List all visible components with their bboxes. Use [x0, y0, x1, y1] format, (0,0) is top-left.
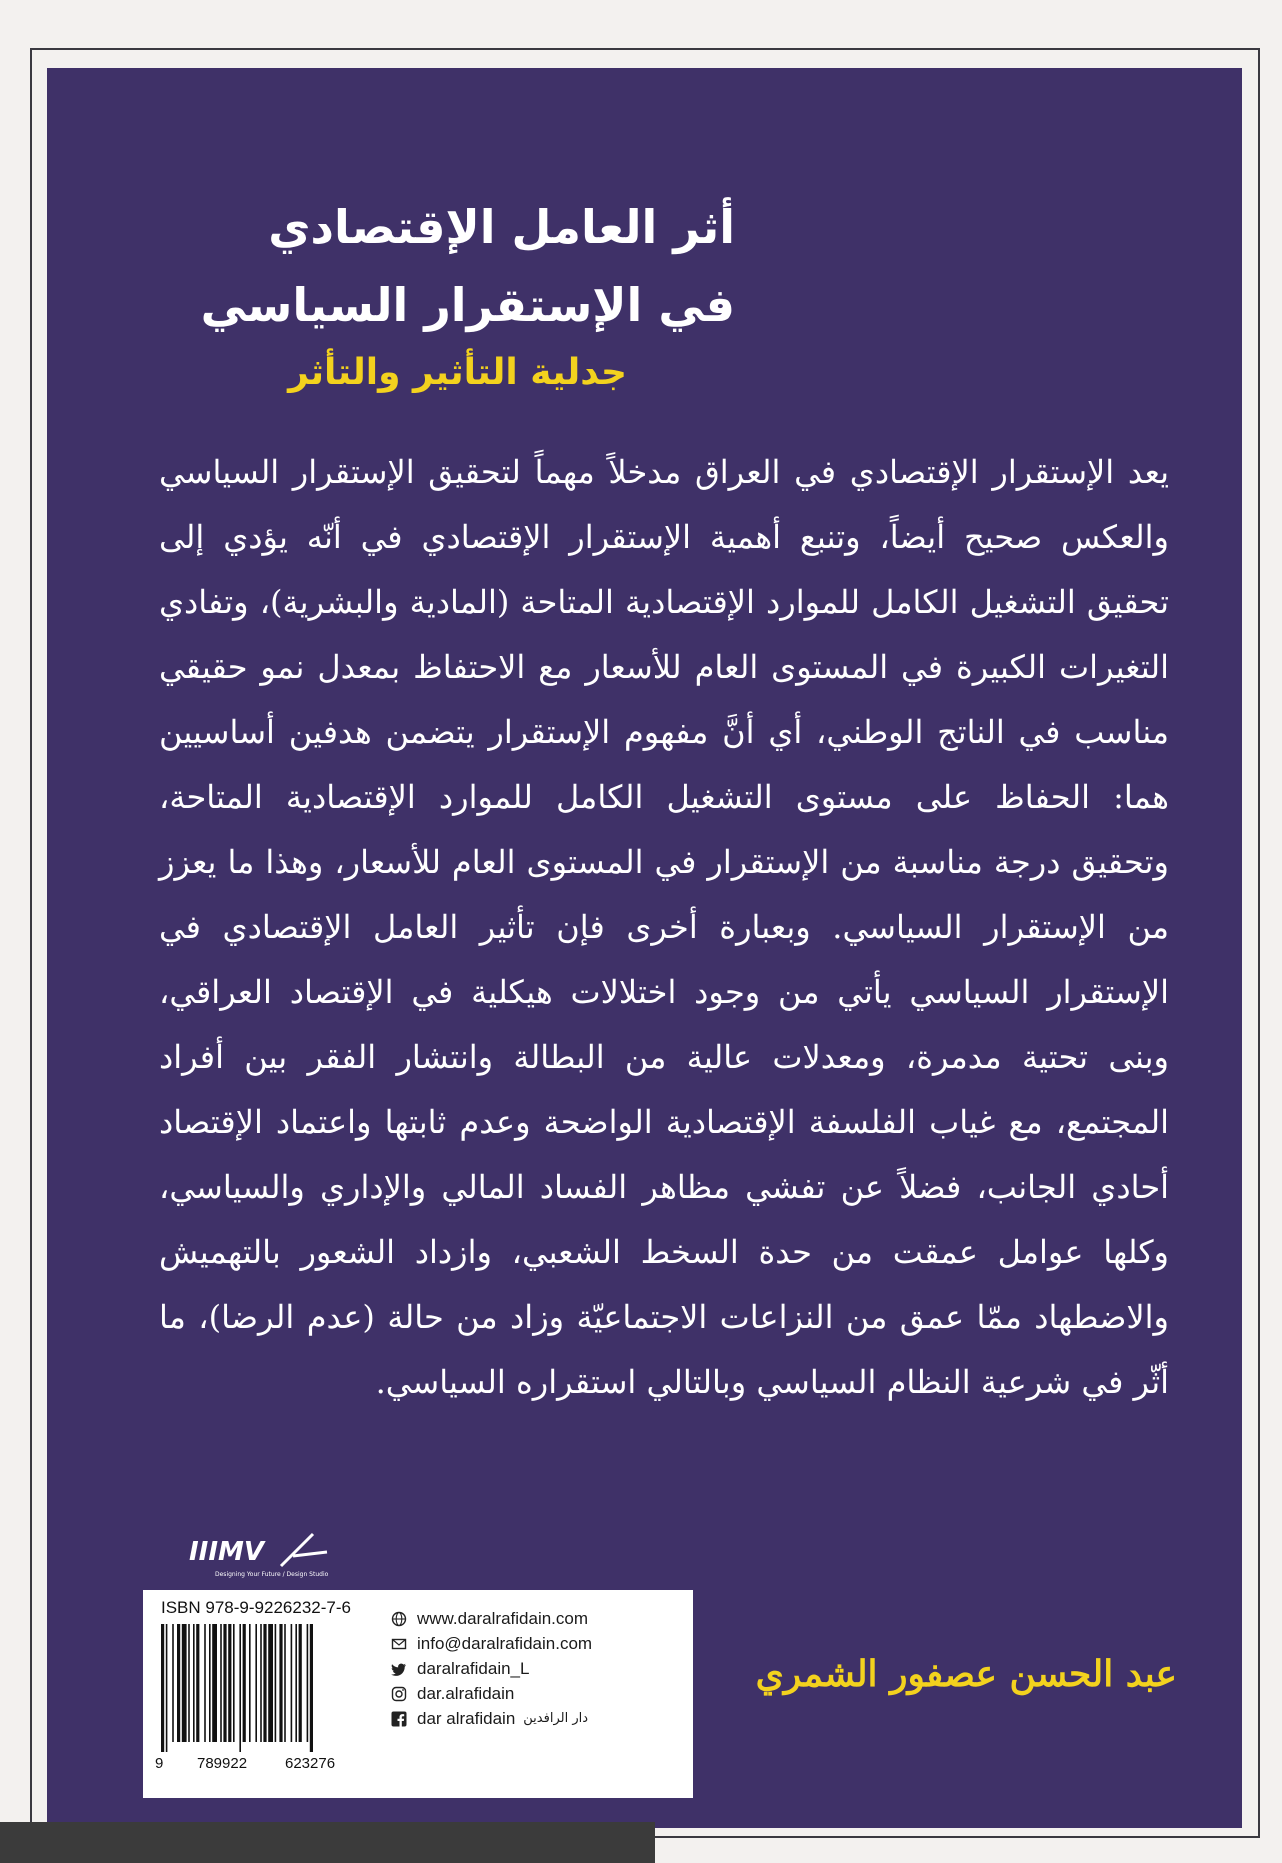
title-line-1: أثر العامل الإقتصادي: [268, 200, 735, 254]
barcode-bar: [249, 1624, 251, 1742]
design-studio-logo: [185, 1526, 335, 1586]
barcode-bar: [310, 1624, 313, 1752]
barcode-bar: [177, 1624, 180, 1742]
contact-instagram[interactable]: [391, 1681, 681, 1706]
contact-email[interactable]: [391, 1631, 681, 1656]
contact-website[interactable]: [391, 1606, 681, 1631]
instagram-icon: [391, 1686, 407, 1702]
facebook-icon: [391, 1711, 407, 1727]
barcode-bar: [284, 1624, 286, 1742]
barcode-bar: [263, 1624, 266, 1742]
author-name: عبد الحسن عصفور الشمري: [755, 1653, 1177, 1695]
publisher-info-box: [143, 1590, 693, 1798]
facebook-text: dar alrafidain: [417, 1708, 516, 1728]
barcode-bar: [182, 1624, 187, 1742]
barcode-bar: [204, 1624, 206, 1742]
isbn-number: ISBN 978-9-9226232-7-6: [161, 1598, 351, 1617]
studio-logo-tagline: Designing Your Future / Design Studio: [215, 1571, 329, 1578]
isbn-barcode: [155, 1624, 367, 1752]
back-cover: [47, 68, 1242, 1828]
contact-twitter[interactable]: [391, 1656, 681, 1681]
contact-facebook[interactable]: [391, 1706, 681, 1731]
barcode-bar: [196, 1624, 199, 1742]
barcode-bar: [279, 1624, 282, 1742]
title-line-2: في الإستقرار السياسي: [200, 278, 735, 332]
barcode-bar: [223, 1624, 226, 1742]
barcode-bar: [228, 1624, 231, 1742]
barcode-bar: [291, 1624, 293, 1742]
barcode-bar: [260, 1624, 262, 1742]
barcode-bar: [161, 1624, 164, 1752]
blurb-text: يعد الإستقرار الإقتصادي في العراق مدخلاً مهماً لتحقيق الإستقرار السياسي والعكس صحيح أيضاً، وتنبع أهمية الإستقرار الإقتصادي في أنّه يؤدي إلى تحقيق التشغيل الكامل للموارد الإقتصادية المتاحة (المادية والبشرية)، وتفادي التغيرات الكبيرة في المستوى العام للأسعار مع الاحتفاظ بمعدل نمو حقيقي مناسب في الناتج الوطني، أي أنَّ مفهوم الإستقرار يتضمن هدفين أساسيين هما: الحفاظ على مستوى التشغيل الكامل للموارد الإقتصادية المتاحة، وتحقيق درجة مناسبة من الإستقرار في المستوى العام للأسعار، وهذا ما يعزز من الإستقرار السياسي. وبعبارة أخرى فإن تأثير العامل الإقتصادي في الإستقرار السياسي يأتي من وجود اختلالات هيكلية في الإقتصاد العراقي، وبنى تحتية مدمرة، ومعدلات عالية من البطالة وانتشار الفقر بين أفراد المجتمع، مع غياب الفلسفة الإقتصادية الواضحة وعدم ثابتها واعتماد الإقتصاد أحادي الجانب، فضلاً عن تفشي مظاهر الفساد المالي والإداري والسياسي، وكلها عوامل عمقت من حدة السخط الشعبي، وازداد الشعور بالتهميش والاضطهاد ممّا عمق من النزاعات الاجتماعيّة وزاد من حالة (عدم الرضا)، ما أثّر في شرعية النظام السياسي وبالتالي استقراره السياسي.: [159, 453, 1170, 1401]
barcode-bar: [188, 1624, 190, 1742]
book-subtitle: جدلية التأثير والتأثر: [288, 352, 627, 393]
barcode-digits: [155, 1755, 367, 1777]
twitter-icon: [391, 1661, 407, 1677]
studio-logo-mark: [185, 1526, 335, 1586]
barcode-bar: [220, 1624, 222, 1742]
mail-icon: [391, 1636, 407, 1652]
studio-logo-text: IIIMV: [189, 1537, 265, 1567]
barcode-bar: [268, 1624, 273, 1742]
barcode-bar: [172, 1624, 174, 1742]
barcode-digits-left: 789922: [197, 1755, 248, 1772]
globe-icon: [391, 1611, 407, 1627]
publisher-contacts: [391, 1606, 681, 1731]
barcode-bar: [209, 1624, 211, 1742]
barcode-bar: [212, 1624, 217, 1742]
barcode-bar: [233, 1624, 235, 1742]
barcode-bar: [275, 1624, 277, 1742]
barcode-bar: [193, 1624, 195, 1742]
barcode-bar: [299, 1624, 302, 1742]
barcode-digits-right: 623276: [285, 1755, 336, 1772]
website-text: www.daralrafidain.com: [417, 1608, 589, 1628]
email-text: info@daralrafidain.com: [417, 1633, 593, 1653]
barcode-bar: [239, 1624, 241, 1752]
barcode-bar: [295, 1624, 297, 1742]
barcode-bar: [255, 1624, 257, 1742]
twitter-text: daralrafidain_L: [417, 1658, 530, 1678]
facebook-text-arabic: دار الرافدين: [523, 1711, 589, 1726]
barcode-bar: [166, 1624, 168, 1752]
barcode-bar: [307, 1624, 309, 1742]
barcode-bar: [243, 1624, 246, 1742]
barcode-digit-first: 9: [155, 1755, 164, 1772]
scan-edge-bar: [0, 1822, 655, 1863]
instagram-text: dar.alrafidain: [417, 1683, 515, 1703]
book-title: [127, 188, 735, 344]
